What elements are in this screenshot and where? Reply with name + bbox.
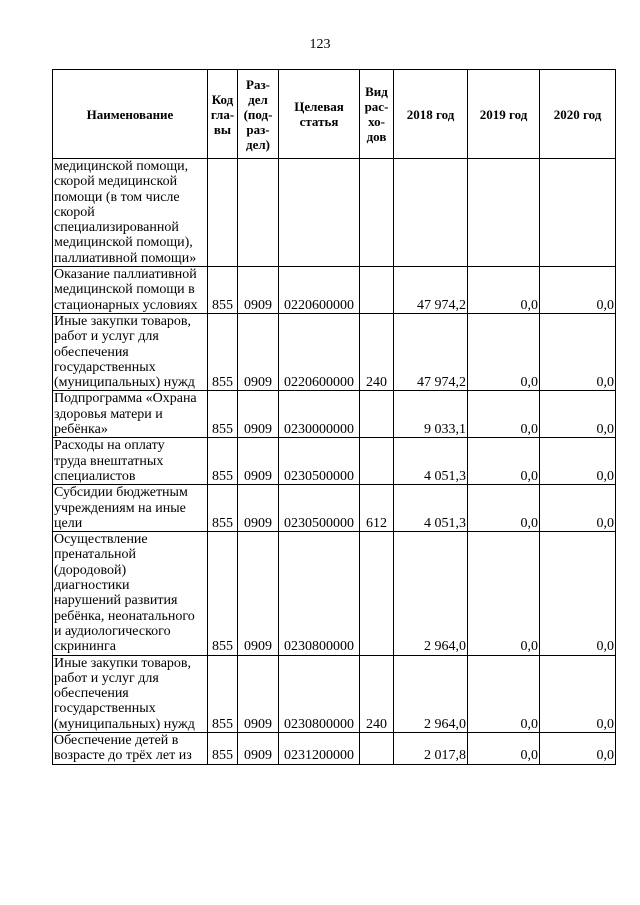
cell-y2018: 2 017,8 [394,732,468,764]
cell-target [279,159,360,267]
cell-section: 0909 [238,313,279,390]
cell-code [208,159,238,267]
cell-y2019: 0,0 [468,391,540,438]
cell-code: 855 [208,732,238,764]
cell-y2020: 0,0 [540,655,616,732]
cell-section: 0909 [238,655,279,732]
header-2020: 2020 год [540,70,616,159]
header-2018: 2018 год [394,70,468,159]
cell-name: Оказание паллиативной медицинской помощи в стационарных условиях [53,267,208,314]
cell-section: 0909 [238,391,279,438]
cell-y2018: 2 964,0 [394,532,468,655]
cell-y2019: 0,0 [468,732,540,764]
cell-y2020: 0,0 [540,532,616,655]
cell-y2020: 0,0 [540,438,616,485]
cell-target: 0220600000 [279,313,360,390]
cell-code: 855 [208,438,238,485]
header-target: Целевая статья [279,70,360,159]
cell-kind [360,391,394,438]
cell-name: Подпрограмма «Охрана здоровья матери и ребёнка» [53,391,208,438]
cell-name: Иные закупки товаров, работ и услуг для обеспечения государственных (муниципальных) нужд [53,313,208,390]
cell-code: 855 [208,313,238,390]
cell-y2019: 0,0 [468,438,540,485]
cell-y2018: 9 033,1 [394,391,468,438]
cell-y2019: 0,0 [468,267,540,314]
cell-y2020: 0,0 [540,732,616,764]
cell-name: Обеспечение детей в возрасте до трёх лет из [53,732,208,764]
header-code: Код гла- вы [208,70,238,159]
table-row [53,532,616,655]
cell-y2019: 0,0 [468,485,540,532]
header-kind: Вид рас- хо- дов [360,70,394,159]
cell-target: 0231200000 [279,732,360,764]
header-name: Наименование [53,70,208,159]
cell-code: 855 [208,532,238,655]
cell-y2019: 0,0 [468,313,540,390]
cell-y2018: 4 051,3 [394,485,468,532]
cell-name: медицинской помощи, скорой медицинской помощи (в том числе скорой специализированной медицинской помощи), паллиативной помощи» [53,159,208,267]
header-section: Раз- дел (под- раз- дел) [238,70,279,159]
cell-target: 0230000000 [279,391,360,438]
cell-name: Расходы на оплату труда внештатных специалистов [53,438,208,485]
table-row [53,732,616,764]
cell-section: 0909 [238,485,279,532]
cell-y2020 [540,159,616,267]
cell-name: Иные закупки товаров, работ и услуг для обеспечения государственных (муниципальных) нужд [53,655,208,732]
cell-kind [360,159,394,267]
cell-code: 855 [208,485,238,532]
cell-kind: 240 [360,313,394,390]
cell-section: 0909 [238,532,279,655]
cell-target: 0220600000 [279,267,360,314]
cell-kind [360,267,394,314]
cell-y2018: 47 974,2 [394,267,468,314]
table-header-row [53,70,616,159]
budget-table [52,69,616,765]
table-row [53,655,616,732]
cell-kind [360,732,394,764]
cell-y2020: 0,0 [540,313,616,390]
cell-kind: 612 [360,485,394,532]
cell-target: 0230800000 [279,532,360,655]
cell-section: 0909 [238,267,279,314]
cell-y2019: 0,0 [468,655,540,732]
cell-kind [360,438,394,485]
cell-kind: 240 [360,655,394,732]
cell-code: 855 [208,267,238,314]
cell-target: 0230500000 [279,438,360,485]
cell-y2019: 0,0 [468,532,540,655]
cell-y2020: 0,0 [540,391,616,438]
cell-y2020: 0,0 [540,485,616,532]
table-row [53,438,616,485]
cell-y2018 [394,159,468,267]
cell-y2018: 47 974,2 [394,313,468,390]
table-row [53,267,616,314]
cell-name: Осуществление пренатальной (дородовой) диагностики нарушений развития ребёнка, неонатального и аудиологического скрининга [53,532,208,655]
cell-section: 0909 [238,732,279,764]
table-row [53,313,616,390]
header-2019: 2019 год [468,70,540,159]
cell-y2020: 0,0 [540,267,616,314]
cell-kind [360,532,394,655]
cell-code: 855 [208,655,238,732]
cell-target: 0230500000 [279,485,360,532]
table-row [53,485,616,532]
cell-target: 0230800000 [279,655,360,732]
cell-section: 0909 [238,438,279,485]
table-body [53,159,616,765]
cell-y2018: 4 051,3 [394,438,468,485]
table-row [53,391,616,438]
cell-section [238,159,279,267]
cell-name: Субсидии бюджетным учреждениям на иные цели [53,485,208,532]
cell-y2018: 2 964,0 [394,655,468,732]
cell-code: 855 [208,391,238,438]
table-row [53,159,616,267]
page-number: 123 [309,37,331,52]
cell-y2019 [468,159,540,267]
